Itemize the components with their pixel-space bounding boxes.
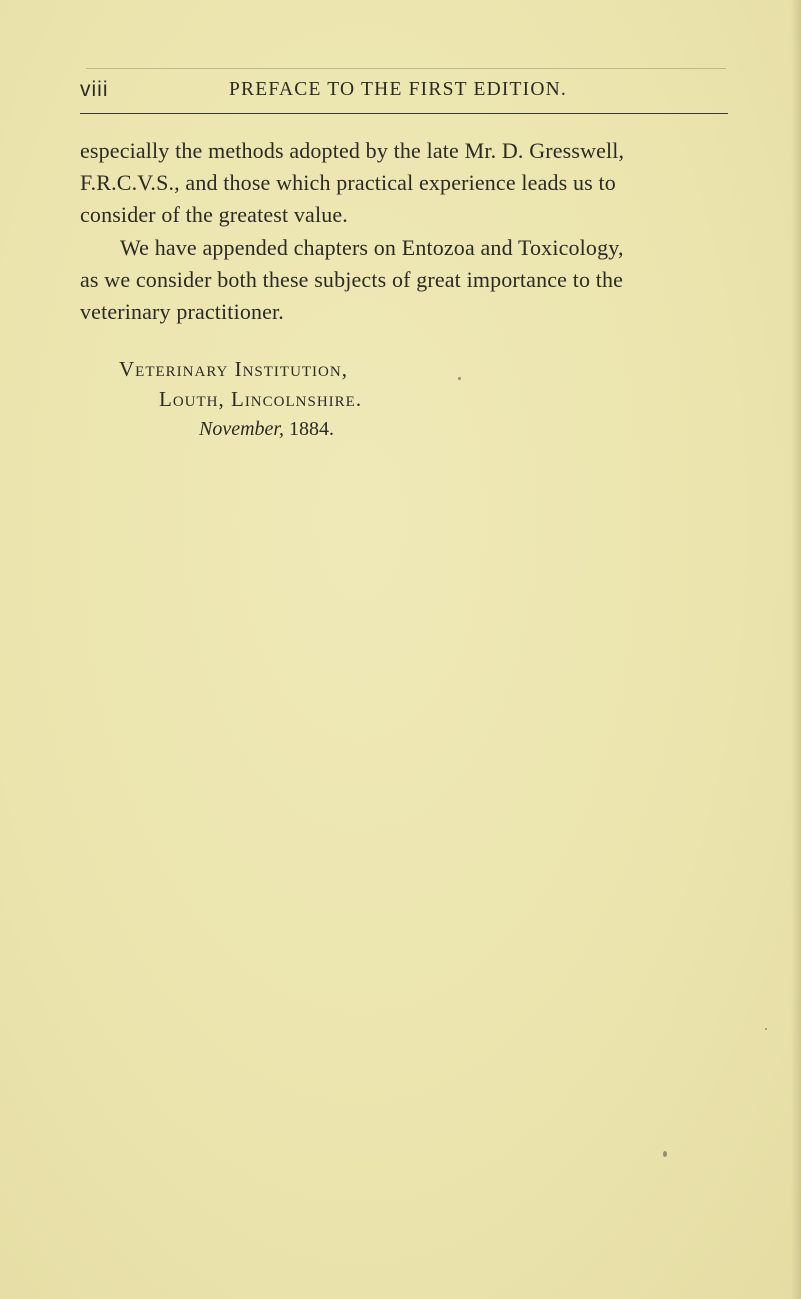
- header-rule: [80, 113, 728, 114]
- paper-speck: [765, 1028, 767, 1030]
- text-line: as we consider both these subjects of great importance to the: [80, 266, 624, 292]
- paragraph-1: [80, 135, 732, 232]
- page-edge-shadow: [791, 0, 801, 1299]
- signoff-date: [119, 414, 362, 444]
- institution-place: Louth, Lincolnshire.: [159, 387, 363, 411]
- running-head: PREFACE TO THE FIRST EDITION.: [229, 79, 567, 100]
- text-line: We have appended chapters on Entozoa and Toxicology,: [120, 234, 624, 260]
- page-number: viii: [80, 78, 109, 101]
- faint-top-rule: [86, 68, 726, 69]
- paper-speck: [663, 1151, 667, 1157]
- text-line: veterinary practitioner.: [80, 299, 284, 325]
- institution-name: Veterinary Institution,: [119, 357, 348, 381]
- date-month: November,: [199, 418, 284, 440]
- text-line: consider of the greatest value.: [80, 202, 348, 228]
- text-line: F.R.C.V.S., and those which practical experience leads us to: [80, 170, 616, 196]
- body-text: [80, 135, 732, 328]
- paper-speck: [458, 377, 461, 380]
- date-year: 1884.: [288, 418, 334, 440]
- text-line: especially the methods adopted by the late Mr. D. Gresswell,: [80, 138, 625, 163]
- page-header: [80, 78, 730, 110]
- signoff-block: [119, 354, 362, 444]
- paragraph-2: [80, 232, 732, 329]
